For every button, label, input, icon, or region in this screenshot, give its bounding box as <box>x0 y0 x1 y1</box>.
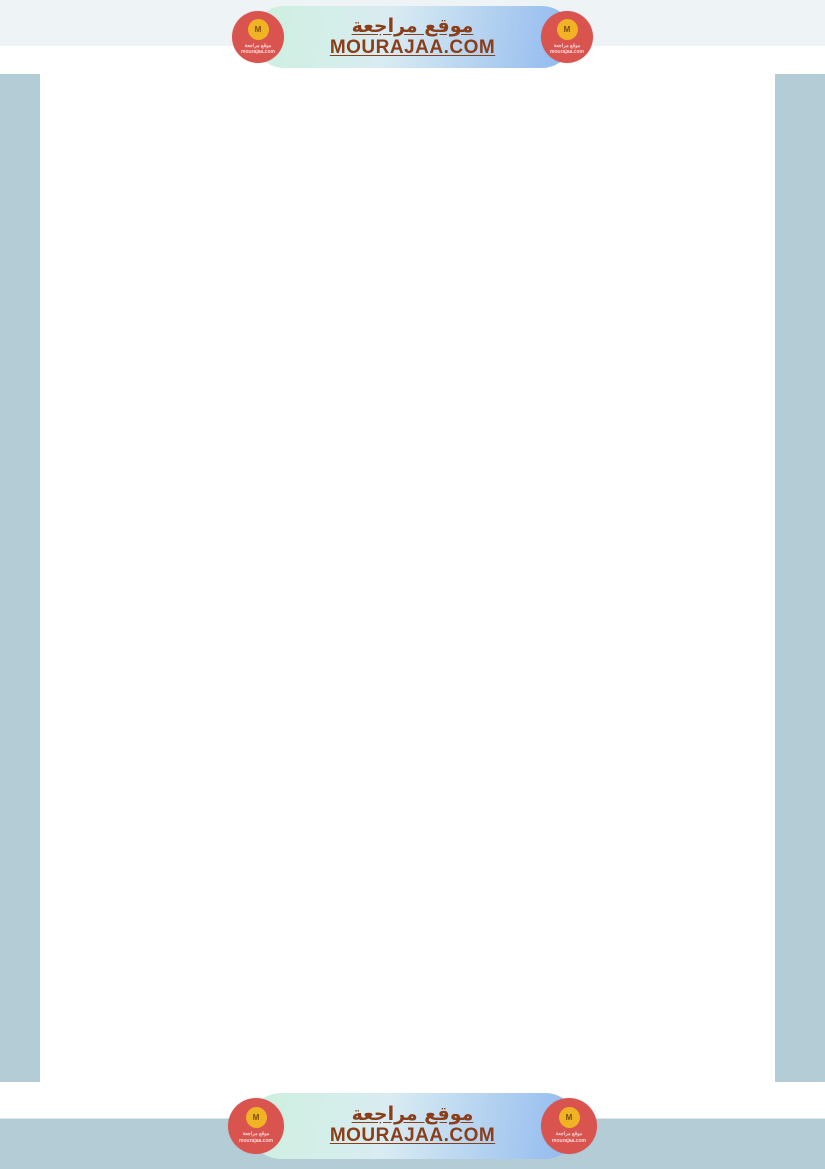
logo-caption-latin: mourajaa.com <box>241 49 275 55</box>
logo-caption-latin: mourajaa.com <box>550 49 584 55</box>
worksheet-page <box>40 0 775 1169</box>
mourajaa-logo-icon <box>541 11 593 63</box>
logo-caption-arabic: موقع مراجعة <box>555 1131 583 1138</box>
mourajaa-logo-icon <box>228 1098 284 1154</box>
top-branding-banner <box>0 0 825 74</box>
branding-pill <box>253 6 573 68</box>
logo-emblem-icon: M <box>246 1107 267 1128</box>
logo-emblem-icon: M <box>248 19 269 40</box>
logo-emblem-icon: M <box>559 1107 580 1128</box>
brand-url: MOURAJAA.COM <box>329 1125 496 1146</box>
brand-name-arabic: موقع مراجعة <box>351 14 474 37</box>
logo-caption-arabic: موقع مراجعة <box>553 42 581 49</box>
logo-caption-arabic: موقع مراجعة <box>242 1131 270 1138</box>
brand-name-arabic: موقع مراجعة <box>351 1103 474 1126</box>
mourajaa-logo-icon <box>541 1098 597 1154</box>
bottom-branding-banner <box>0 1082 825 1169</box>
logo-caption-arabic: موقع مراجعة <box>244 42 272 49</box>
branding-pill <box>248 1093 578 1159</box>
brand-url: MOURAJAA.COM <box>329 36 496 58</box>
logo-emblem-icon: M <box>557 19 578 40</box>
logo-caption-latin: mourajaa.com <box>552 1137 586 1144</box>
mourajaa-logo-icon <box>232 11 284 63</box>
logo-caption-latin: mourajaa.com <box>239 1137 273 1144</box>
